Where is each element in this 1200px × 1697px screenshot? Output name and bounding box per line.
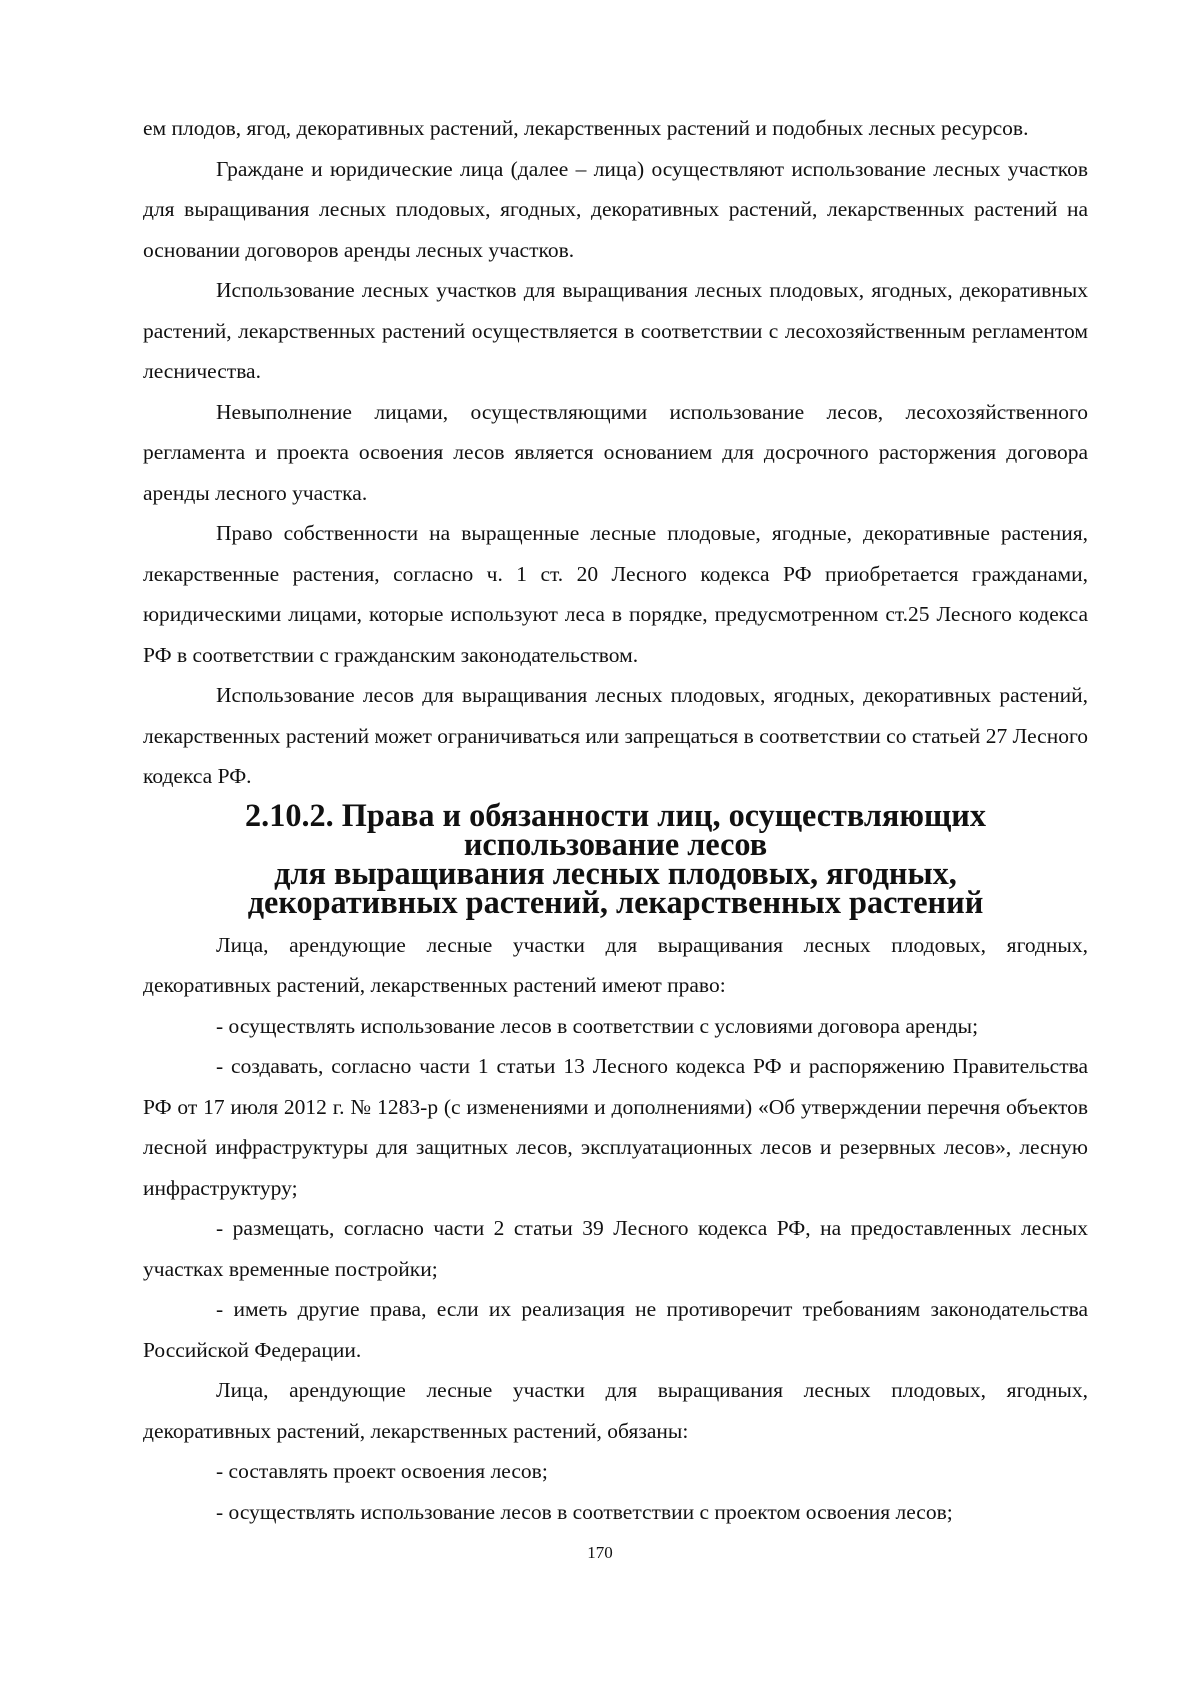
paragraph-continuation: ем плодов, ягод, декоративных растений, лекарственных растений и подобных лесных ресурсов.	[143, 116, 1029, 140]
duties-intro: Лица, арендующие лесные участки для выращивания лесных плодовых, ягодных, декоративных растений, лекарственных растений, обязаны:	[143, 1378, 1088, 1443]
list-item: - составлять проект освоения лесов;	[216, 1459, 548, 1483]
list-item: - иметь другие права, если их реализация не противоречит требованиям законодательства Российской Федерации.	[143, 1297, 1088, 1362]
document-body	[143, 108, 1088, 1532]
paragraph: Право собственности на выращенные лесные плодовые, ягодные, декоративные растения, лекарственные растения, согласно ч. 1 ст. 20 Лесного кодекса РФ приобретается гражданами, юридическими лицами, которые используют леса в порядке, предусмотренном ст.25 Лесного кодекса РФ в соответствии с гражданским законодательством.	[143, 521, 1088, 667]
section-heading-line: для выращивания лесных плодовых, ягодных,	[274, 854, 957, 891]
list-item: - размещать, согласно части 2 статьи 39 Лесного кодекса РФ, на предоставленных лесных участках временные постройки;	[143, 1216, 1088, 1281]
paragraph: Использование лесных участков для выращивания лесных плодовых, ягодных, декоративных растений, лекарственных растений осуществляется в соответствии с лесохозяйственным регламентом лесничества.	[143, 278, 1088, 383]
paragraph: Использование лесов для выращивания лесных плодовых, ягодных, декоративных растений, лекарственных растений может ограничиваться или запрещаться в соответствии со статьей 27 Лесного кодекса РФ.	[143, 683, 1088, 788]
section-heading	[143, 797, 1088, 925]
page-number: 170	[587, 1543, 613, 1562]
paragraph: Граждане и юридические лица (далее – лица) осуществляют использование лесных участков для выращивания лесных плодовых, ягодных, декоративных растений, лекарственных растений на основании договоров аренды лесных участков.	[143, 156, 1088, 262]
section-heading-line: 2.10.2. Права и обязанности лиц, осуществляющих использование лесов	[245, 796, 986, 862]
list-item: - осуществлять использование лесов в соответствии с проектом освоения лесов;	[216, 1499, 953, 1524]
rights-intro: Лица, арендующие лесные участки для выращивания лесных плодовых, ягодных, декоративных растений, лекарственных растений имеют право:	[143, 932, 1088, 997]
paragraph: Невыполнение лицами, осуществляющими использование лесов, лесохозяйственного регламента и проекта освоения лесов является основанием для досрочного расторжения договора аренды лесного участка.	[143, 399, 1088, 505]
list-item: - осуществлять использование лесов в соответствии с условиями договора аренды;	[216, 1013, 979, 1038]
section-heading-line: декоративных растений, лекарственных растений	[247, 883, 984, 920]
list-item: - создавать, согласно части 1 статьи 13 Лесного кодекса РФ и распоряжению Правительства РФ от 17 июля 2012 г. № 1283-р (с изменениями и дополнениями) «Об утверждении перечня объектов лесной инфраструктуры для защитных лесов, эксплуатационных лесов и резервных лесов», лесную инфраструктуру;	[143, 1054, 1088, 1200]
